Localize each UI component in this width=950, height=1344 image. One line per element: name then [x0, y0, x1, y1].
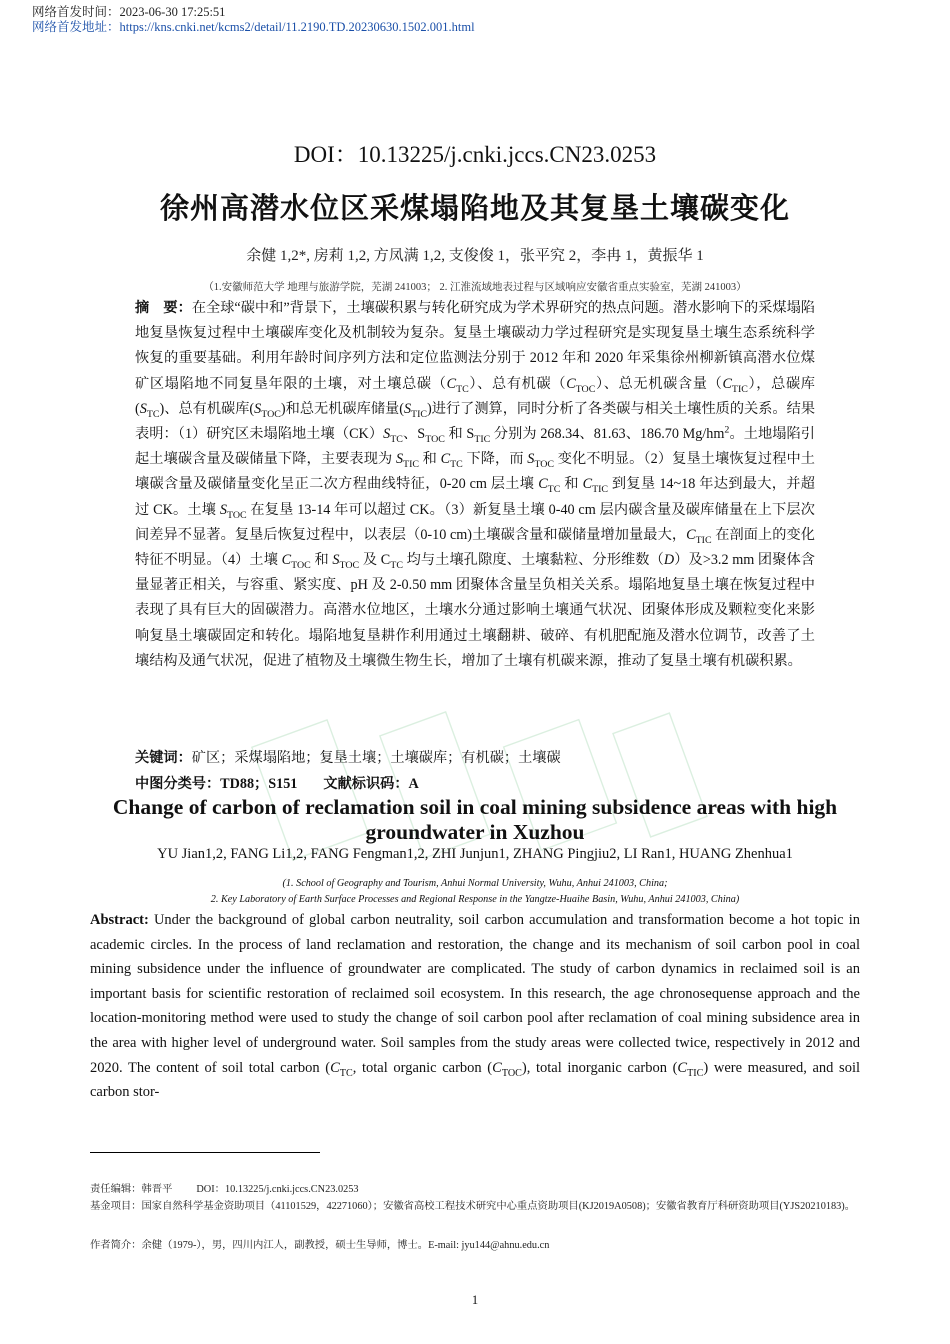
- footnote-divider: [90, 1152, 320, 1153]
- abstract-text: , total organic carbon (: [352, 1059, 493, 1076]
- abstract-text: 和: [560, 476, 583, 493]
- abstract-text: )、总有机碳库(: [159, 400, 255, 417]
- abstract-text: 在复垦 13-14 年可以超过 CK。（3）新复垦土壤 0-40 cm 层内碳含量及碳库储量在上下层次间差异不显著。复垦后恢复过程中，以表层（0-10 cm)土壤碳含量和碳储量增加量最大，: [135, 501, 815, 543]
- subscript: TOC: [291, 559, 311, 571]
- abstract-text: 下降，而: [462, 451, 528, 468]
- abstract-text: 和: [444, 426, 467, 443]
- subscript: TOC: [425, 433, 445, 445]
- abstract-text: 。土地塌陷引起土壤碳含量及碳储量下降，主要表现为: [135, 426, 815, 468]
- abstract-text: ) were measured, and soil carbon stor-: [90, 1059, 860, 1101]
- abstract-text: ）、总无机碳含量（: [595, 375, 723, 392]
- subscript: TIC: [592, 484, 609, 496]
- subscript: TC: [547, 484, 561, 496]
- classification-line: [135, 772, 815, 796]
- abstract-english: [90, 908, 860, 1105]
- abstract-text: 在全球“碳中和”背景下，土壤碳积累与转化研究成为学术界研究的热点问题。潜水影响下的采煤塌陷地复垦恢复过程中土壤碳库变化及机制较为复杂。复垦土壤碳动力学过程研究是实现复垦土壤生态系统科学恢复的重要基础。利用年龄时间序列方法和定位监测法分别于 2012 年和 2020 年采集徐州柳新镇高潜水位煤矿区塌陷地不同复垦年限的土壤，对土壤总碳（: [135, 300, 815, 392]
- symbol: C: [566, 375, 576, 392]
- symbol: S: [417, 426, 426, 443]
- subscript: TIC: [474, 433, 491, 445]
- subscript: TOC: [575, 383, 596, 395]
- affiliation-line-1: (1. School of Geography and Tourism, Anhui Normal University, Wuhu, Anhui 241003, China;: [282, 878, 668, 889]
- abstract-text: 均与土壤孔隙度、土壤黏粒、分形维数（: [402, 552, 664, 569]
- symbol: C: [281, 552, 292, 569]
- symbol: S: [527, 451, 535, 468]
- funding-text: 国家自然科学基金资助项目（41101529，42271060）；安徽省高校工程技术研究中心重点资助项目(KJ2019A0508)；安徽省教育厅科研资助项目(YJS20210183)。: [141, 1201, 856, 1212]
- symbol: D: [663, 552, 675, 569]
- symbol: C: [538, 476, 548, 493]
- subscript: TIC: [695, 534, 712, 546]
- affiliations-chinese: （1.安徽师范大学 地理与旅游学院，芜湖 241003； 2. 江淮流域地表过程与区域响应安徽省重点实验室，芜湖 241003）: [203, 282, 747, 293]
- abstract-text: 、: [402, 426, 418, 443]
- symbol: C: [446, 375, 457, 392]
- symbol: C: [677, 1059, 688, 1076]
- symbol: S: [403, 400, 412, 417]
- clc-label: 中图分类号：: [135, 776, 221, 792]
- abstract-text: )进行了测算，同时分析了各类碳与相关土壤性质的关系。结果表明：（1）研究区未塌陷地土壤（CK）: [135, 400, 816, 443]
- symbol: S: [254, 400, 262, 417]
- subscript: TOC: [227, 509, 247, 521]
- first-publish-time-label: 网络首发时间：: [32, 5, 120, 19]
- author-bio-label: 作者简介：: [90, 1240, 142, 1251]
- abstract-text: 在剖面上的变化特征不明显。（4）土壤: [135, 526, 815, 569]
- title-english: Change of carbon of reclamation soil in coal mining subsidence areas with high groundwater in Xuzhou: [112, 795, 838, 844]
- abstract-chinese-label: 摘 要：: [135, 300, 192, 316]
- abstract-text: ）、总有机碳（: [468, 375, 567, 392]
- doi-heading: DOI：10.13225/j.cnki.jccs.CN23.0253: [293, 142, 657, 167]
- symbol: S: [383, 426, 391, 443]
- subscript: TC: [450, 459, 463, 471]
- subscript: TIC: [731, 383, 748, 395]
- editor-label: 责任编辑：: [90, 1184, 142, 1195]
- funding-label: 基金项目：: [90, 1201, 142, 1212]
- clc-value: TD88；S151: [220, 776, 298, 792]
- abstract-text: 及: [359, 552, 381, 569]
- first-publish-url: [32, 19, 475, 35]
- subscript: TOC: [501, 1067, 522, 1079]
- authors-english: [0, 846, 950, 863]
- symbol: C: [330, 1059, 340, 1076]
- first-publish-time: [32, 4, 225, 20]
- subscript: TC: [339, 1067, 353, 1079]
- title-chinese: 徐州高潜水位区采煤塌陷地及其复垦土壤碳变化: [159, 191, 790, 225]
- symbol: S: [466, 426, 475, 443]
- abstract-text: ），总碳库(: [135, 375, 815, 417]
- subscript: TC: [390, 559, 403, 571]
- superscript: 2: [724, 424, 730, 436]
- abstract-chinese: [135, 296, 815, 674]
- author-bio-text: 余健（1979-），男，四川内江人，副教授，硕士生导师，博士。E-mail: jyu144@ahnu.edu.cn: [141, 1240, 550, 1251]
- subscript: TOC: [534, 459, 555, 471]
- keywords-text: 矿区；采煤塌陷地；复垦土壤；土壤碳库；有机碳；土壤碳: [191, 750, 561, 766]
- doc-code-label: 文献标识码：: [323, 776, 409, 792]
- first-publish-url-link[interactable]: https://kns.cnki.net/kcms2/detail/11.2190.TD.20230630.1502.001.html: [119, 20, 475, 34]
- subscript: TOC: [339, 559, 360, 571]
- affiliation-line-2: 2. Key Laboratory of Earth Surface Processes and Regional Response in the Yangtze-Huaihe Basin, Wuhu, Anhui 241003, China): [210, 894, 740, 905]
- symbol: S: [332, 552, 340, 569]
- abstract-text: ), total inorganic carbon (: [521, 1059, 678, 1076]
- symbol: S: [139, 400, 147, 417]
- abstract-text: Under the background of global carbon neutrality, soil carbon accumulation and transformation become a hot topic in academic circles. In the process of land reclamation and restoration, the change and its mechanism of soil carbon pool in coal mining subsidence under the influence of groundwater are complicated. The study of carbon dynamics in reclaimed soil is an important basis for scientific restoration of reclaimed soil ecosystem. In this research, the age chronosequense approach and the location-monitoring method were used to study the change of soil carbon pool after reclamation of coal mining subsidence area in the area with higher level of underground water. Soil samples from the study areas were collected twice, respectively in 2012 and 2020. The content of soil total carbon (: [90, 912, 860, 1076]
- abstract-english-label: Abstract:: [90, 912, 149, 928]
- abstract-text: 到复垦 14~18 年达到最大，并超过 CK。土壤: [135, 476, 815, 518]
- authors-english-text: YU Jian1,2, FANG Li1,2, FANG Fengman1,2, ZHI Junjun1, ZHANG Pingjiu2, LI Ran1, HUANG Zhenhua1: [157, 846, 793, 862]
- subscript: TC: [146, 408, 160, 420]
- symbol: S: [395, 451, 404, 468]
- footnote-funding: [90, 1198, 860, 1215]
- subscript: TIC: [687, 1067, 704, 1079]
- symbol: C: [440, 451, 451, 468]
- subscript: TIC: [411, 408, 428, 420]
- subscript: TOC: [261, 408, 281, 420]
- symbol: C: [722, 375, 732, 392]
- keywords-chinese: [135, 746, 815, 770]
- abstract-text: 和: [419, 451, 441, 468]
- subscript: TC: [390, 433, 403, 445]
- abstract-text: 分别为 268.34、81.63、186.70 Mg/hm: [490, 426, 725, 443]
- symbol: C: [380, 552, 391, 569]
- authors-chinese: 余健 1,2*, 房莉 1,2, 方凤满 1,2, 支俊俊 1，张平究 2，李冉 1，黄振华 1: [246, 248, 704, 264]
- symbol: C: [686, 526, 696, 543]
- first-publish-url-label: 网络首发地址：: [32, 20, 120, 34]
- symbol: C: [582, 476, 593, 493]
- abstract-text: 变化不明显。（2）复垦土壤恢复过程中土壤碳含量及碳储量变化呈正二次方程曲线特征，0-20 cm 层土壤: [135, 451, 815, 493]
- symbol: C: [492, 1059, 502, 1076]
- first-publish-time-value: 2023-06-30 17:25:51: [119, 5, 226, 19]
- abstract-text: 和: [310, 552, 333, 569]
- keywords-label: 关键词：: [135, 750, 192, 766]
- subscript: TIC: [403, 459, 420, 471]
- abstract-text: )和总无机碳库储量(: [280, 400, 404, 417]
- footnote-doi: DOI：10.13225/j.cnki.jccs.CN23.0253: [196, 1184, 359, 1195]
- symbol: S: [219, 501, 227, 518]
- page-number: 1: [471, 1293, 479, 1307]
- affiliations-english: [0, 876, 950, 908]
- subscript: TC: [456, 383, 469, 395]
- abstract-text: ）及>3.2 mm 团聚体含量显著正相关，与容重、紧实度、pH 及 2-0.50 mm 团聚体含量呈负相关关系。塌陷地复垦土壤在恢复过程中表现了具有巨大的固碳潜力。高潜水位地区，土壤水分通过影响土壤通气状况、团聚体形成及颗粒变化来影响复垦土壤碳固定和转化。塌陷地复垦耕作利用通过土壤翻耕、破碎、有机肥配施及潜水位调节，改善了土壤结构及通气状况，促进了植物及土壤微生物生长，增加了土壤有机碳来源，推动了复垦土壤有机碳积累。: [135, 552, 815, 669]
- footnote-editor: [90, 1181, 860, 1198]
- editor-name: 韩晋平: [141, 1184, 173, 1195]
- doc-code-value: A: [408, 776, 419, 792]
- footnote-author-bio: [90, 1237, 860, 1254]
